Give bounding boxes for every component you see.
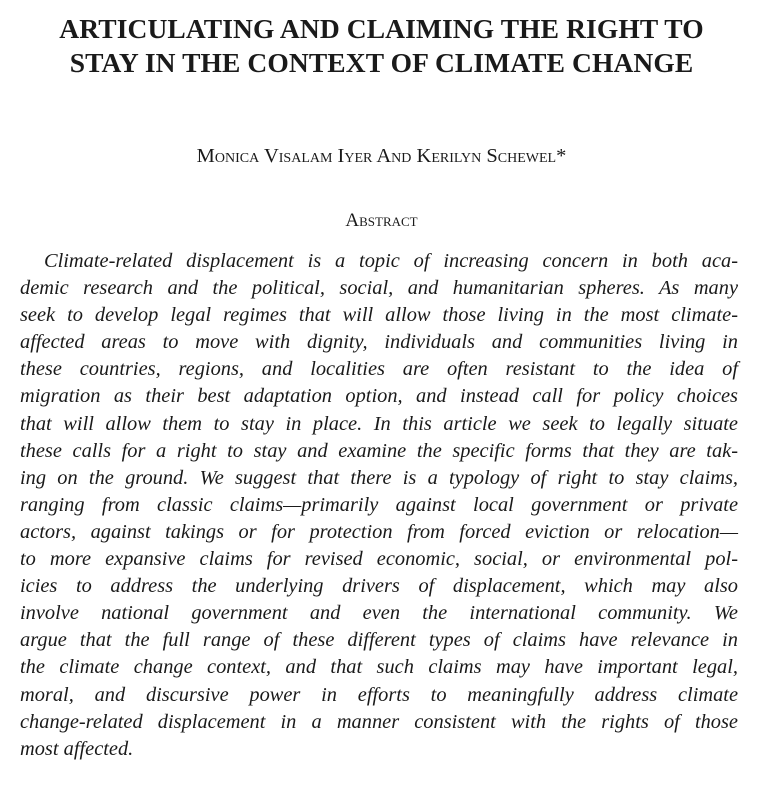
abstract-line: that will allow them to stay in place. In this article we seek to legally situate bbox=[20, 412, 738, 435]
abstract-line: the climate change context, and that such claims may have important legal, bbox=[20, 656, 738, 679]
abstract-line: most affected. bbox=[20, 737, 134, 760]
abstract-line: change-related displacement in a manner consistent with the rights of those bbox=[20, 710, 738, 733]
abstract-line: to more expansive claims for revised economic, social, or environmental pol- bbox=[20, 548, 738, 571]
abstract-line: Climate-related displacement is a topic of increasing concern in both aca- bbox=[44, 250, 738, 272]
abstract-line: moral, and discursive power in efforts to meaningfully address climate bbox=[20, 683, 738, 706]
abstract-line: actors, against takings or for protection from forced eviction or relocation— bbox=[20, 520, 738, 543]
article-title bbox=[0, 12, 763, 80]
abstract-heading: Abstract bbox=[345, 210, 418, 231]
abstract-line: affected areas to move with dignity, individuals and communities living in bbox=[20, 331, 738, 354]
abstract-line: argue that the full range of these different types of claims have relevance in bbox=[20, 629, 738, 652]
abstract-line: these countries, regions, and localities are often resistant to the idea of bbox=[20, 358, 738, 381]
abstract-line: ing on the ground. We suggest that there is a typology of right to stay claims, bbox=[20, 466, 738, 489]
abstract-line: migration as their best adaptation option, and instead call for policy choices bbox=[20, 385, 738, 408]
article-title-line-1: ARTICULATING AND CLAIMING THE RIGHT TO bbox=[59, 13, 704, 44]
abstract-body bbox=[20, 248, 738, 763]
author-byline: Monica Visalam Iyer And Kerilyn Schewel* bbox=[196, 145, 567, 167]
abstract-line: icies to address the underlying drivers of displacement, which may also bbox=[20, 575, 738, 598]
abstract-line: seek to develop legal regimes that will allow those living in the most climate- bbox=[20, 304, 738, 327]
abstract-line: demic research and the political, social, and humanitarian spheres. As many bbox=[20, 277, 738, 300]
article-title-line-2: STAY IN THE CONTEXT OF CLIMATE CHANGE bbox=[69, 47, 694, 78]
abstract-line: involve national government and even the international community. We bbox=[20, 602, 738, 625]
abstract-line: these calls for a right to stay and examine the specific forms that they are tak- bbox=[20, 439, 738, 462]
abstract-line: ranging from classic claims—primarily against local government or private bbox=[20, 493, 738, 516]
